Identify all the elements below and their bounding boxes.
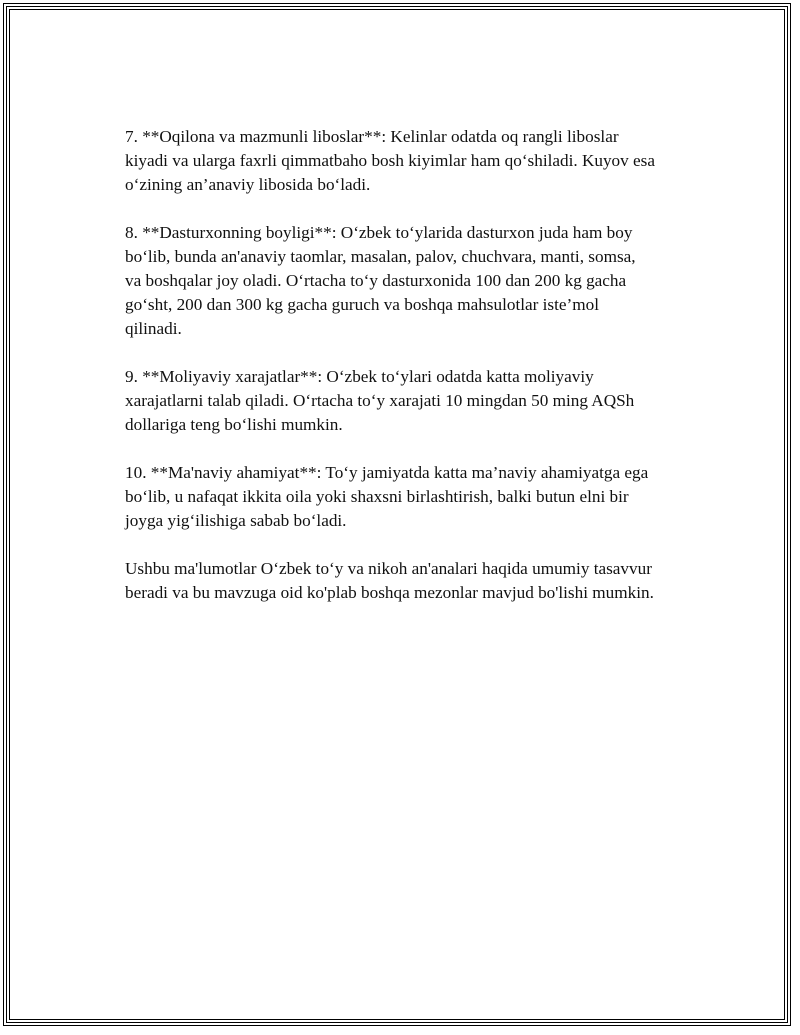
paragraph-item-7: 7. **Oqilona va mazmunli liboslar**: Kelinlar odatda oq rangli liboslar kiyadi va ularga faxrli qimmatbaho bosh kiyimlar ham qo‘shiladi. Kuyov esa o‘zining an’anaviy libosida bo‘ladi.: [125, 127, 655, 194]
document-body: [125, 125, 705, 629]
paragraph-item-10: 10. **Ma'naviy ahamiyat**: To‘y jamiyatda katta ma’naviy ahamiyatga ega bo‘lib, u nafaqat ikkita oila yoki shaxsni birlashtirish, balki butun elni bir joyga yig‘ilishiga sabab bo‘ladi.: [125, 463, 649, 530]
document-page: [3, 3, 791, 1026]
paragraph-item-8: 8. **Dasturxonning boyligi**: O‘zbek to‘ylarida dasturxon juda ham boy bo‘lib, bunda an'anaviy taomlar, masalan, palov, chuchvara, manti, somsa, va boshqalar joy oladi. O‘rtacha to‘y dasturxonida 100 dan 200 kg gacha go‘sht, 200 dan 300 kg gacha guruch va boshqa mahsulotlar iste’mol qilinadi.: [125, 223, 636, 338]
paragraph-summary: Ushbu ma'lumotlar O‘zbek to‘y va nikoh an'analari haqida umumiy tasavvur beradi va bu mavzuga oid ko'plab boshqa mezonlar mavjud bo'lishi mumkin.: [125, 559, 654, 602]
paragraph-item-9: 9. **Moliyaviy xarajatlar**: O‘zbek to‘ylari odatda katta moliyaviy xarajatlarni talab qiladi. O‘rtacha to‘y xarajati 10 mingdan 50 ming AQSh dollariga teng bo‘lishi mumkin.: [125, 367, 635, 434]
